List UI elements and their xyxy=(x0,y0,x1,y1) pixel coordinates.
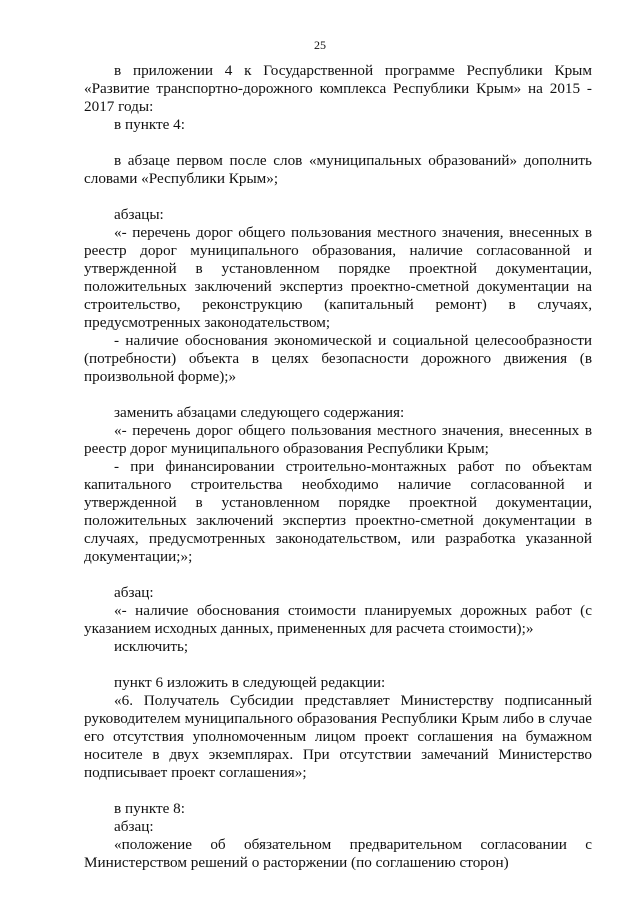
paragraph-point-8: в пункте 8: xyxy=(114,800,185,817)
paragraph-quoted-point-6: «6. Получатель Субсидии представляет Министерству подписанный руководителем муниципального образования Республики Крым либо в случае его отсутствия уполномоченным лицом проект соглашения на бумажном носителе в двух экземплярах. При отсутствии замечаний Министерство подписывает проект соглашения»; xyxy=(84,692,592,781)
paragraph-exclude: исключить; xyxy=(114,638,189,655)
paragraph-quoted-construction-financing: - при финансировании строительно-монтажных работ по объектам капитального строительства необходимо наличие согласованной и утвержденной в установленном порядке проектной документации, положительных заключений экспертиз проектно-сметной документации в случаях, предусмотренных законодательством, или разработка указанной документации;»; xyxy=(84,458,592,565)
paragraph-abzac-label: абзац: xyxy=(114,584,154,601)
paragraph-point-4: в пункте 4: xyxy=(114,116,185,133)
paragraph-quoted-road-list-new: «- перечень дорог общего пользования местного значения, внесенных в реестр дорог муниципального образования Республики Крым; xyxy=(84,422,592,457)
paragraph-quoted-road-list-old: «- перечень дорог общего пользования местного значения, внесенных в реестр дорог муниципального образования, наличие согласованной и утвержденной в установленном порядке проектной документации, положительных заключений экспертиз проектно-сметной документации на строительство, реконструкцию (капитальный ремонт) в случаях, предусмотренных законодательством; xyxy=(84,224,592,331)
paragraph-quoted-cost-justification: «- наличие обоснования стоимости планируемых дорожных работ (с указанием исходных данных, примененных для расчета стоимости);» xyxy=(84,602,592,637)
paragraph-replace-label: заменить абзацами следующего содержания: xyxy=(114,404,405,421)
paragraph-quoted-termination: «положение об обязательном предварительном согласовании с Министерством решений о расторжении (по соглашению сторон) xyxy=(84,836,592,871)
paragraph-point-6-label: пункт 6 изложить в следующей редакции: xyxy=(114,674,386,691)
paragraph-abzacy-label: абзацы: xyxy=(114,206,164,223)
paragraph-appendix-4: в приложении 4 к Государственной программе Республики Крым «Развитие транспортно-дорожного комплекса Республики Крым» на 2015 - 2017 годы: xyxy=(84,62,592,115)
paragraph-first-abzac-amendment: в абзаце первом после слов «муниципальных образований» дополнить словами «Республики Крым»; xyxy=(84,152,592,187)
paragraph-abzac-label-2: абзац: xyxy=(114,818,154,835)
paragraph-quoted-justification-old: - наличие обоснования экономической и социальной целесообразности (потребности) объекта в целях безопасности дорожного движения (в произвольной форме);» xyxy=(84,332,592,385)
page-number: 25 xyxy=(314,38,326,52)
document-body xyxy=(84,62,592,872)
